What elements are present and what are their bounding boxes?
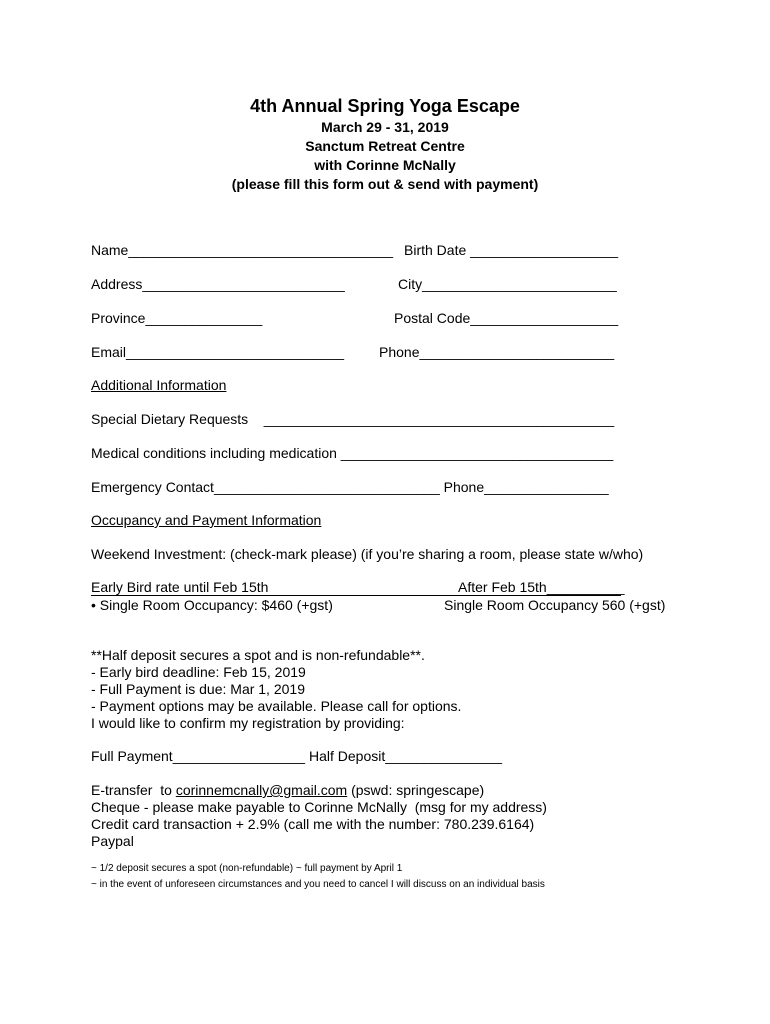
cheque-line: Cheque - please make payable to Corinne McNally (msg for my address) [91, 799, 547, 815]
medical-field[interactable]: Medical conditions including medication ___________________________________ [91, 445, 614, 461]
full-payment-field[interactable]: Full Payment_________________ [91, 748, 306, 764]
credit-card-line: Credit card transaction + 2.9% (call me with the number: 780.239.6164) [91, 816, 535, 832]
options-note: - Payment options may be available. Please call for options. [91, 698, 462, 714]
deposit-note: **Half deposit secures a spot and is non-refundable**. [91, 647, 425, 663]
investment-text: Weekend Investment: (check-mark please) (if you’re sharing a room, please state w/who) [91, 546, 644, 562]
dietary-field[interactable]: Special Dietary Requests _____________________________________________ [91, 411, 615, 427]
event-dates: March 29 - 31, 2019 [321, 119, 449, 135]
additional-info-heading: Additional Information [91, 377, 227, 393]
after-header: After Feb 15th__________ [458, 579, 625, 595]
name-field[interactable]: Name__________________________________ [91, 242, 394, 258]
footnote-1: ~ 1/2 deposit secures a spot (non-refundable) ~ full payment by April 1 [91, 863, 403, 874]
half-deposit-field[interactable]: Half Deposit_______________ [309, 748, 503, 764]
early-bird-header: Early Bird rate until Feb 15th [91, 579, 269, 595]
province-field[interactable]: Province_______________ [91, 310, 263, 326]
event-host: with Corinne McNally [314, 157, 456, 173]
emergency-contact-field[interactable]: Emergency Contact_____________________________ Phone________________ [91, 479, 609, 495]
phone-field[interactable]: Phone_________________________ [379, 344, 615, 360]
occupancy-heading: Occupancy and Payment Information [91, 512, 322, 528]
etransfer-email-link[interactable]: corinnemcnally@gmail.com [175, 782, 348, 798]
form-header [0, 94, 770, 194]
etransfer-suffix: (pswd: springescape) [347, 782, 485, 798]
paypal-line: Paypal [91, 833, 134, 849]
email-field[interactable]: Email____________________________ [91, 344, 345, 360]
form-instruction: (please fill this form out & send with payment) [231, 176, 539, 192]
birth-date-field[interactable]: Birth Date ___________________ [404, 242, 619, 258]
early-deadline-note: - Early bird deadline: Feb 15, 2019 [91, 664, 306, 680]
form-title: 4th Annual Spring Yoga Escape [250, 96, 520, 116]
city-field[interactable]: City_________________________ [398, 276, 617, 292]
footnote-2: ~ in the event of unforeseen circumstances and you need to cancel I will discuss on an individual basis [91, 879, 545, 890]
postal-code-field[interactable]: Postal Code___________________ [394, 310, 619, 326]
address-field[interactable]: Address__________________________ [91, 276, 345, 292]
after-single-room[interactable]: Single Room Occupancy 560 (+gst) [444, 597, 666, 613]
etransfer-line [91, 781, 484, 799]
event-venue: Sanctum Retreat Centre [305, 138, 465, 154]
early-single-room[interactable]: • Single Room Occupancy: $460 (+gst) [91, 597, 333, 613]
confirm-note: I would like to confirm my registration by providing: [91, 715, 405, 731]
full-due-note: - Full Payment is due: Mar 1, 2019 [91, 681, 305, 697]
etransfer-prefix: E-transfer to [91, 782, 176, 798]
